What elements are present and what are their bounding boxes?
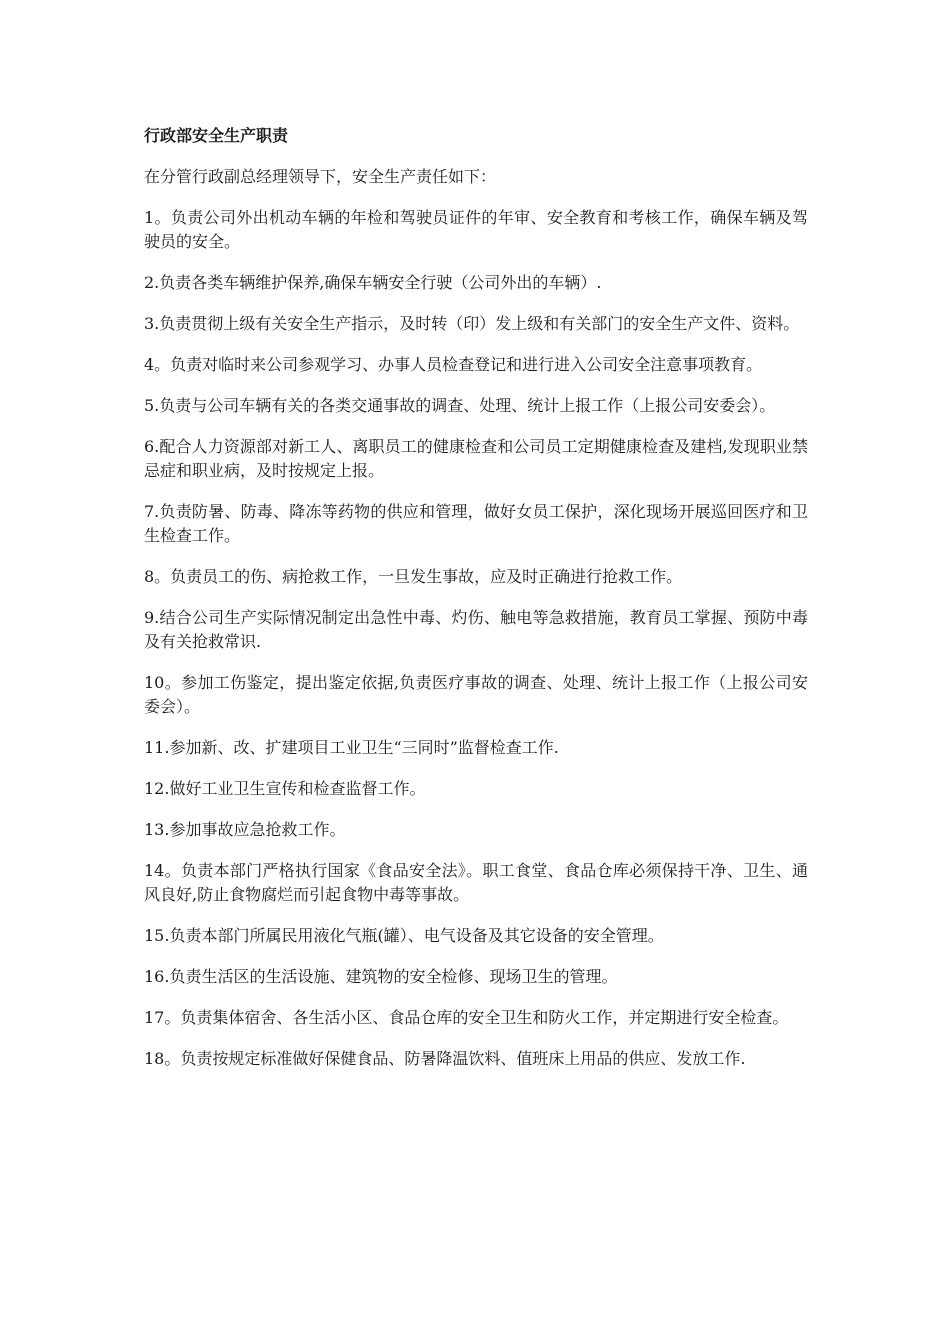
duty-item-13: 13.参加事故应急抢救工作。 (144, 820, 346, 839)
duty-item-17: 17。负责集体宿舍、各生活小区、食品仓库的安全卫生和防火工作，并定期进行安全检查。 (144, 1008, 789, 1027)
duty-item-5: 5.负责与公司车辆有关的各类交通事故的调查、处理、统计上报工作（上报公司安委会）。 (144, 396, 776, 415)
duty-item-10: 10。参加工伤鉴定，提出鉴定依据,负责医疗事故的调查、处理、统计上报工作（上报公司安委会）。 (144, 673, 808, 716)
duty-item-7: 7.负责防暑、防毒、降冻等药物的供应和管理，做好女员工保护，深化现场开展巡回医疗和卫生检查工作。 (144, 502, 808, 545)
document-page (144, 124, 808, 1088)
duty-item-12: 12.做好工业卫生宣传和检查监督工作。 (144, 779, 426, 798)
duty-item-6: 6.配合人力资源部对新工人、离职员工的健康检查和公司员工定期健康检查及建档,发现职业禁忌症和职业病，及时按规定上报。 (144, 437, 808, 480)
duty-item-15: 15.负责本部门所属民用液化气瓶(罐）、电气设备及其它设备的安全管理。 (144, 926, 664, 945)
duty-item-14: 14。负责本部门严格执行国家《食品安全法》。职工食堂、食品仓库必须保持干净、卫生、通风良好,防止食物腐烂而引起食物中毒等事故。 (144, 861, 808, 904)
duty-item-4: 4。负责对临时来公司参观学习、办事人员检查登记和进行进入公司安全注意事项教育。 (144, 355, 763, 374)
duty-item-16: 16.负责生活区的生活设施、建筑物的安全检修、现场卫生的管理。 (144, 967, 618, 986)
duty-item-3: 3.负责贯彻上级有关安全生产指示，及时转（印）发上级和有关部门的安全生产文件、资料。 (144, 314, 800, 333)
duty-item-9: 9.结合公司生产实际情况制定出急性中毒、灼伤、触电等急救措施，教育员工掌握、预防中毒及有关抢救常识. (144, 608, 808, 651)
duty-item-2: 2.负责各类车辆维护保养,确保车辆安全行驶（公司外出的车辆）. (144, 273, 602, 292)
duty-item-18: 18。负责按规定标准做好保健食品、防暑降温饮料、值班床上用品的供应、发放工作. (144, 1049, 746, 1068)
duty-item-11: 11.参加新、改、扩建项目工业卫生“三同时”监督检查工作. (144, 738, 559, 757)
duty-item-8: 8。负责员工的伤、病抢救工作，一旦发生事故，应及时正确进行抢救工作。 (144, 567, 683, 586)
intro-paragraph: 在分管行政副总经理领导下，安全生产责任如下： (144, 167, 497, 186)
document-title: 行政部安全生产职责 (144, 126, 289, 145)
duty-item-1: 1。负责公司外出机动车辆的年检和驾驶员证件的年审、安全教育和考核工作，确保车辆及驾驶员的安全。 (144, 208, 808, 251)
